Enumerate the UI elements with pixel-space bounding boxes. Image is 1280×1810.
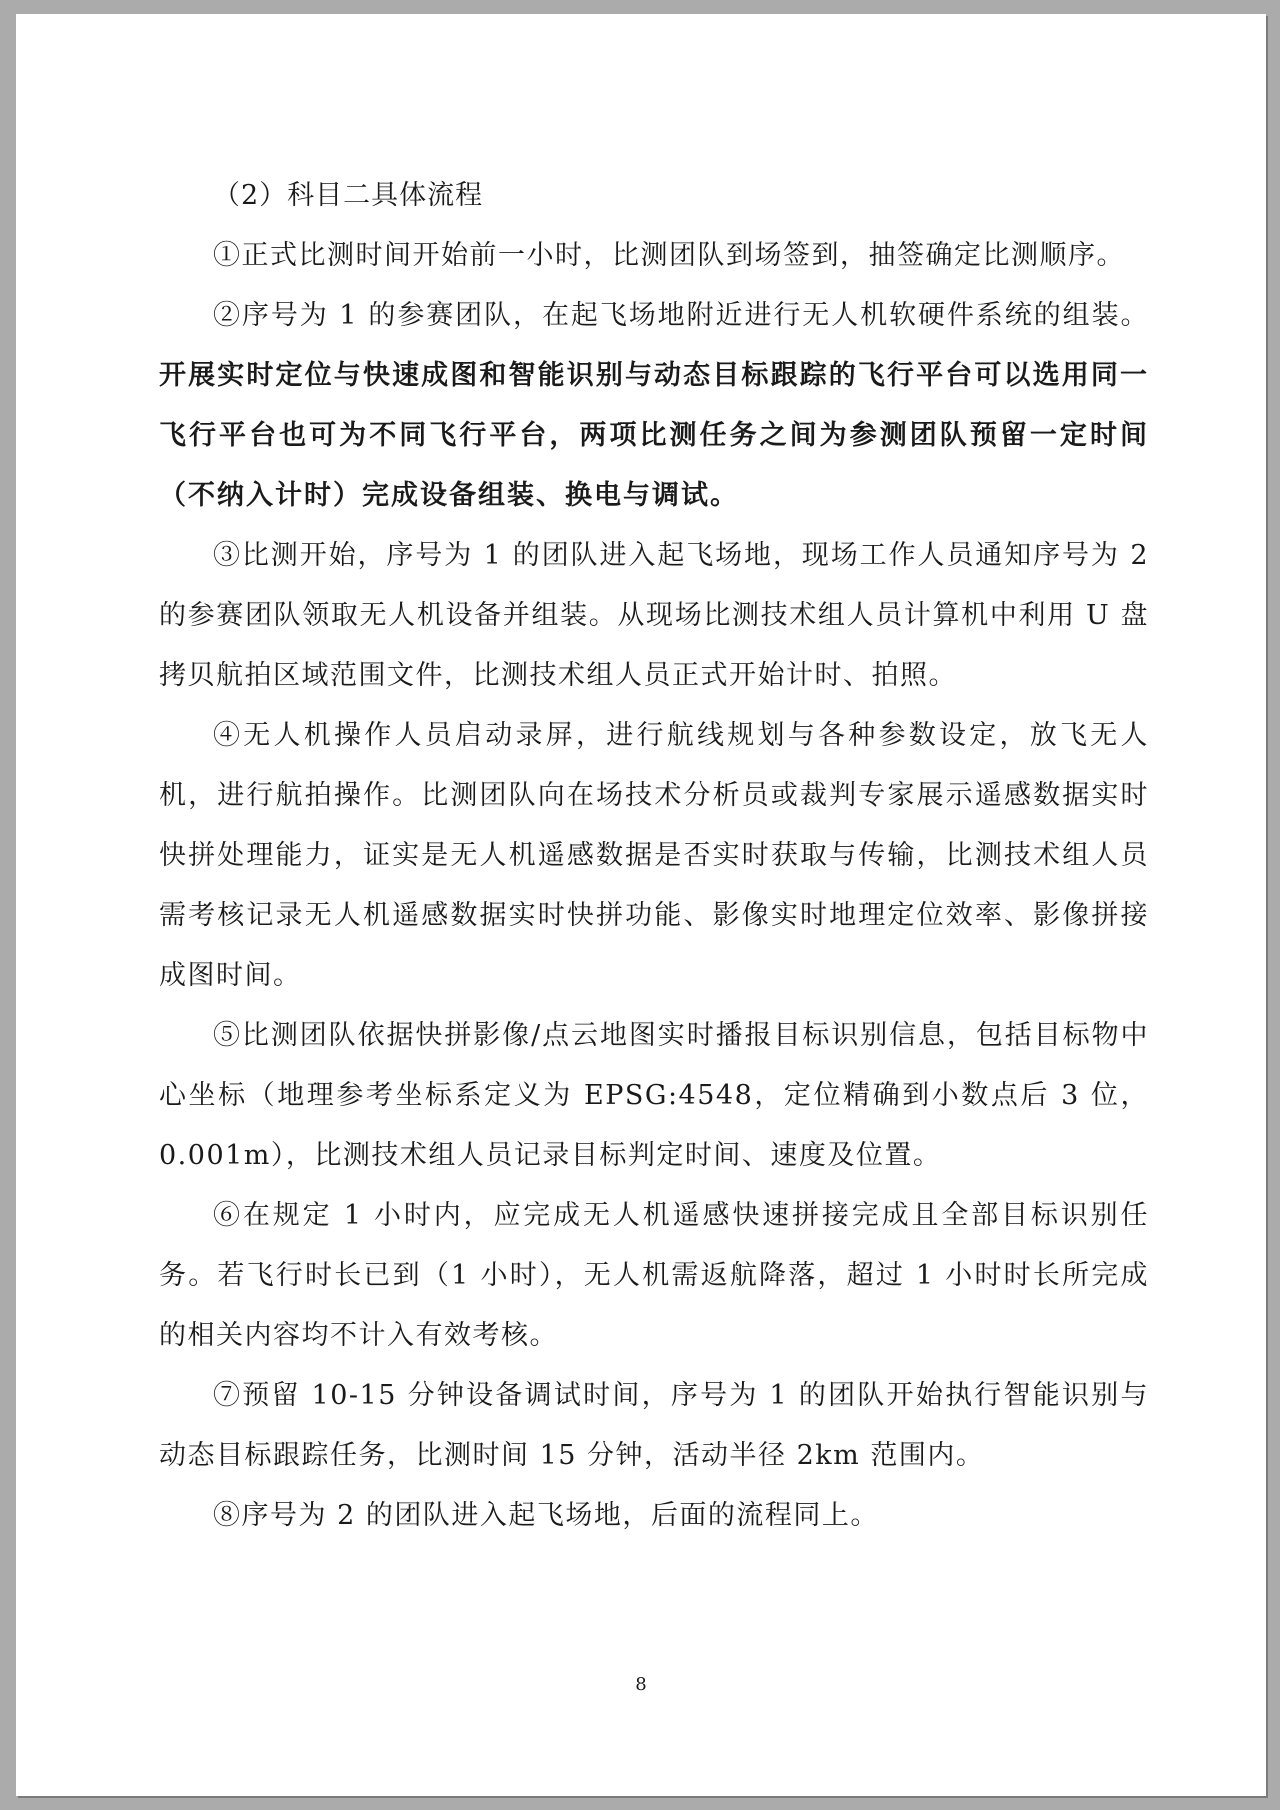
paragraph-4 xyxy=(159,706,1149,1006)
page-number: 8 xyxy=(635,1674,647,1695)
paragraph-6 xyxy=(159,1186,1149,1366)
paragraph-8 xyxy=(159,1486,1149,1546)
paragraph-4-text: ④无人机操作人员启动录屏，进行航线规划与各种参数设定，放飞无人机，进行航拍操作。比测团队向在场技术分析员或裁判专家展示遥感数据实时快拼处理能力，证实是无人机遥感数据是否实时获取与传输，比测技术组人员需考核记录无人机遥感数据实时快拼功能、影像实时地理定位效率、影像拼接成图时间。 xyxy=(159,720,1149,991)
paragraph-5 xyxy=(159,1006,1149,1186)
page-content xyxy=(159,166,1149,1546)
section-heading: （2）科目二具体流程 xyxy=(213,180,484,211)
paragraph-6-text: ⑥在规定 1 小时内，应完成无人机遥感快速拼接完成且全部目标识别任务。若飞行时长已到（1 小时），无人机需返航降落，超过 1 小时时长所完成的相关内容均不计入有效考核。 xyxy=(159,1200,1149,1351)
paragraph-2-text: ②序号为 1 的参赛团队，在起飞场地附近进行无人机软硬件系统的组装。 xyxy=(213,300,1149,331)
paragraph-8-text: ⑧序号为 2 的团队进入起飞场地，后面的流程同上。 xyxy=(213,1500,879,1531)
paragraph-2-bold-text: 开展实时定位与快速成图和智能识别与动态目标跟踪的飞行平台可以选用同一飞行平台也可为不同飞行平台，两项比测任务之间为参测团队预留一定时间（不纳入计时）完成设备组装、换电与调试。 xyxy=(159,360,1149,511)
document-page xyxy=(16,14,1266,1796)
paragraph-1-text: ①正式比测时间开始前一小时，比测团队到场签到，抽签确定比测顺序。 xyxy=(213,240,1125,271)
paragraph-7 xyxy=(159,1366,1149,1486)
paragraph-3 xyxy=(159,526,1149,706)
paragraph-3-text: ③比测开始，序号为 1 的团队进入起飞场地，现场工作人员通知序号为 2 的参赛团队领取无人机设备并组装。从现场比测技术组人员计算机中利用 U 盘拷贝航拍区域范围文件，比测技术组人员正式开始计时、拍照。 xyxy=(159,540,1149,691)
paragraph-5-text: ⑤比测团队依据快拼影像/点云地图实时播报目标识别信息，包括目标物中心坐标（地理参考坐标系定义为 EPSG:4548，定位精确到小数点后 3 位，0.001m），比测技术组人员记录目标判定时间、速度及位置。 xyxy=(159,1020,1149,1171)
paragraph-1 xyxy=(159,226,1149,286)
paragraph-7-text: ⑦预留 10-15 分钟设备调试时间，序号为 1 的团队开始执行智能识别与动态目标跟踪任务，比测时间 15 分钟，活动半径 2km 范围内。 xyxy=(159,1380,1149,1471)
paragraph-2 xyxy=(159,286,1149,526)
